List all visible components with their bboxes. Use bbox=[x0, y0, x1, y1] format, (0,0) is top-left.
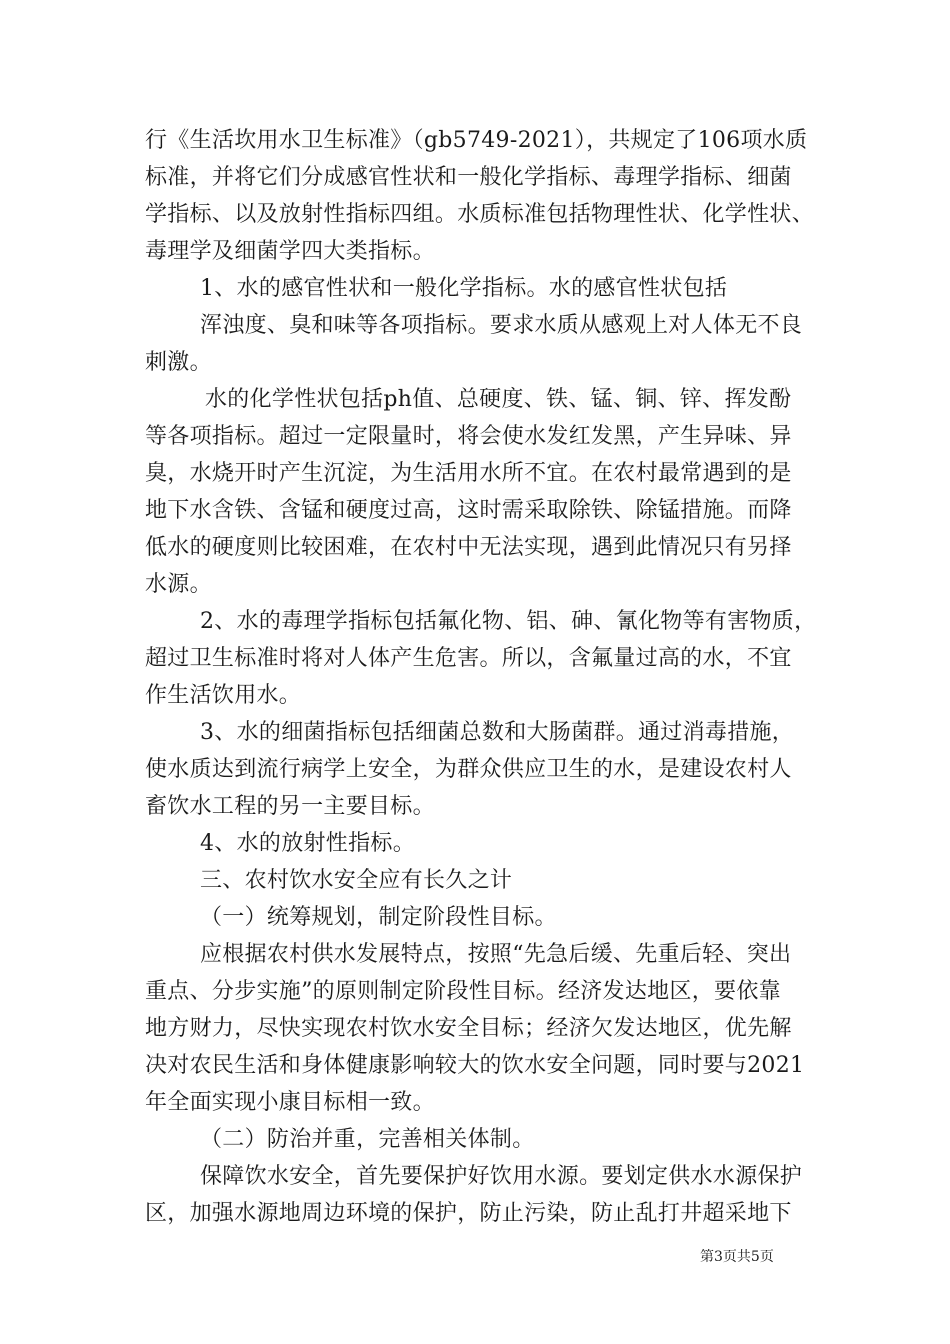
text-line: 保障饮水安全，首先要保护好饮用水源。要划定供水水源保护 bbox=[200, 1164, 803, 1189]
text-line: 作生活饮用水。 bbox=[145, 683, 302, 708]
text-line: 重点、分步实施”的原则制定阶段性目标。经济发达地区，要依靠 bbox=[145, 979, 781, 1004]
subsection-heading: （一）统筹规划，制定阶段性目标。 bbox=[200, 905, 557, 930]
text-line: 地方财力，尽快实现农村饮水安全目标；经济欠发达地区，优先解 bbox=[145, 1016, 792, 1041]
text-line: 毒理学及细菌学四大类指标。 bbox=[145, 239, 435, 264]
text-line: 决对农民生活和身体健康影响较大的饮水安全问题，同时要与2021 bbox=[145, 1053, 805, 1078]
text-line: 等各项指标。超过一定限量时，将会使水发红发黑，产生异味、异 bbox=[145, 424, 792, 449]
text-line: 臭，水烧开时产生沉淀，为生活用水所不宜。在农村最常遇到的是 bbox=[145, 461, 792, 486]
text-line: 畜饮水工程的另一主要目标。 bbox=[145, 794, 435, 819]
text-line: 行《生活坎用水卫生标准》（gb5749-2021），共规定了106项水质 bbox=[145, 128, 808, 153]
text-line: 区，加强水源地周边环境的保护，防止污染，防止乱打井超采地下 bbox=[145, 1201, 792, 1226]
subsection-heading: （二）防治并重，完善相关体制。 bbox=[200, 1127, 535, 1152]
text-line: 标准，并将它们分成感官性状和一般化学指标、毒理学指标、细菌 bbox=[145, 165, 792, 190]
text-line: 2、水的毒理学指标包括氟化物、铝、砷、氰化物等有害物质， bbox=[200, 609, 817, 634]
text-line: 水源。 bbox=[145, 572, 212, 597]
text-line: 低水的硬度则比较困难，在农村中无法实现，遇到此情况只有另择 bbox=[145, 535, 792, 560]
text-line: 年全面实现小康目标相一致。 bbox=[145, 1090, 435, 1115]
page-number: 第3页共5页 bbox=[700, 1249, 774, 1265]
text-line: 地下水含铁、含锰和硬度过高，这时需采取除铁、除锰措施。而降 bbox=[145, 498, 792, 523]
text-line: 水的化学性状包括ph值、总硬度、铁、锰、铜、锌、挥发酚 bbox=[205, 387, 792, 412]
text-line: 浑浊度、臭和味等各项指标。要求水质从感观上对人体无不良 bbox=[200, 313, 803, 338]
section-heading: 三、农村饮水安全应有长久之计 bbox=[200, 868, 513, 893]
text-line: 刺激。 bbox=[145, 350, 212, 375]
text-line: 应根据农村供水发展特点，按照“先急后缓、先重后轻、突出 bbox=[200, 942, 792, 967]
text-line: 4、水的放射性指标。 bbox=[200, 831, 415, 856]
text-line: 学指标、以及放射性指标四组。水质标准包括物理性状、化学性状、 bbox=[145, 202, 815, 227]
text-line: 超过卫生标准时将对人体产生危害。所以，含氟量过高的水，不宜 bbox=[145, 646, 792, 671]
text-line: 使水质达到流行病学上安全，为群众供应卫生的水，是建设农村人 bbox=[145, 757, 792, 782]
text-line: 3、水的细菌指标包括细菌总数和大肠菌群。通过消毒措施， bbox=[200, 720, 795, 745]
text-line: 1、水的感官性状和一般化学指标。水的感官性状包括 bbox=[200, 276, 728, 301]
